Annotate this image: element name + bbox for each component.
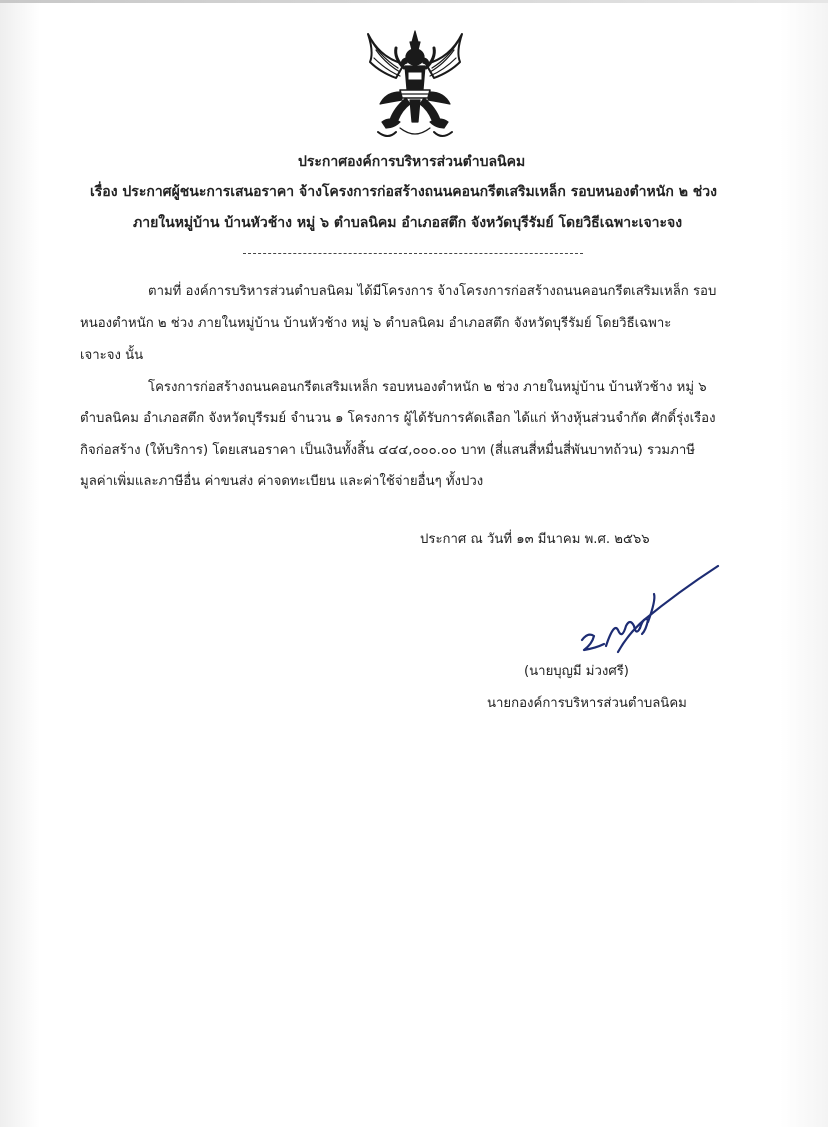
page-top-edge bbox=[0, 0, 828, 3]
paragraph-2-line-1: โครงการก่อสร้างถนนคอนกรีตเสริมเหล็ก รอบหนองตำหนัก ๒ ช่วง ภายในหมู่บ้าน บ้านหัวช้าง หมู่ ๖ bbox=[148, 380, 707, 395]
paragraph-1-line-2: หนองตำหนัก ๒ ช่วง ภายในหมู่บ้าน บ้านหัวช้าง หมู่ ๖ ตำบลนิคม อำเภอสตึก จังหวัดบุรีรัมย์ โดยวิธีเฉพาะ bbox=[80, 316, 672, 331]
paragraph-1-line-3: เจาะจง นั้น bbox=[80, 348, 144, 363]
announcement-date: ประกาศ ณ วันที่ ๑๓ มีนาคม พ.ศ. ๒๕๖๖ bbox=[420, 532, 650, 547]
announcement-subject: เรื่อง ประกาศผู้ชนะการเสนอราคา จ้างโครงการก่อสร้างถนนคอนกรีตเสริมเหล็ก รอบหนองตำหนัก ๒ ช่วง bbox=[90, 184, 717, 200]
announcement-subject-line2: ภายในหมู่บ้าน บ้านหัวช้าง หมู่ ๖ ตำบลนิคม อำเภอสตึก จังหวัดบุรีรัมย์ โดยวิธีเฉพาะเจาะจง bbox=[133, 215, 683, 231]
paragraph-2-line-2: ตำบลนิคม อำเภอสตึก จังหวัดบุรีรมย์ จำนวน ๑ โครงการ ผู้ได้รับการคัดเลือก ได้แก่ ห้างหุ้นส่วนจำกัด ศักดิ์รุ่งเรือง bbox=[80, 411, 716, 426]
announcement-org-title: ประกาศองค์การบริหารส่วนตำบลนิคม bbox=[298, 154, 526, 170]
paragraph-1-line-1: ตามที่ องค์การบริหารส่วนตำบลนิคม ได้มีโครงการ จ้างโครงการก่อสร้างถนนคอนกรีตเสริมเหล็ก รอบ bbox=[148, 284, 717, 299]
signer-name: (นายบุญมี ม่วงศรี) bbox=[524, 664, 629, 679]
paragraph-2-line-4: มูลค่าเพิ่มและภาษีอื่น ค่าขนส่ง ค่าจดทะเบียน และค่าใช้จ่ายอื่นๆ ทั้งปวง bbox=[80, 474, 484, 489]
handwritten-signature bbox=[548, 560, 738, 670]
signer-title: นายกองค์การบริหารส่วนตำบลนิคม bbox=[487, 696, 687, 711]
paragraph-2-line-3: กิจก่อสร้าง (ให้บริการ) โดยเสนอราคา เป็นเงินทั้งสิ้น ๔๔๔,๐๐๐.๐๐ บาท (สี่แสนสี่หมื่นสี่พันบาทถ้วน) รวมภาษี bbox=[80, 443, 695, 458]
garuda-emblem-icon bbox=[360, 28, 470, 143]
header-divider bbox=[243, 253, 583, 254]
